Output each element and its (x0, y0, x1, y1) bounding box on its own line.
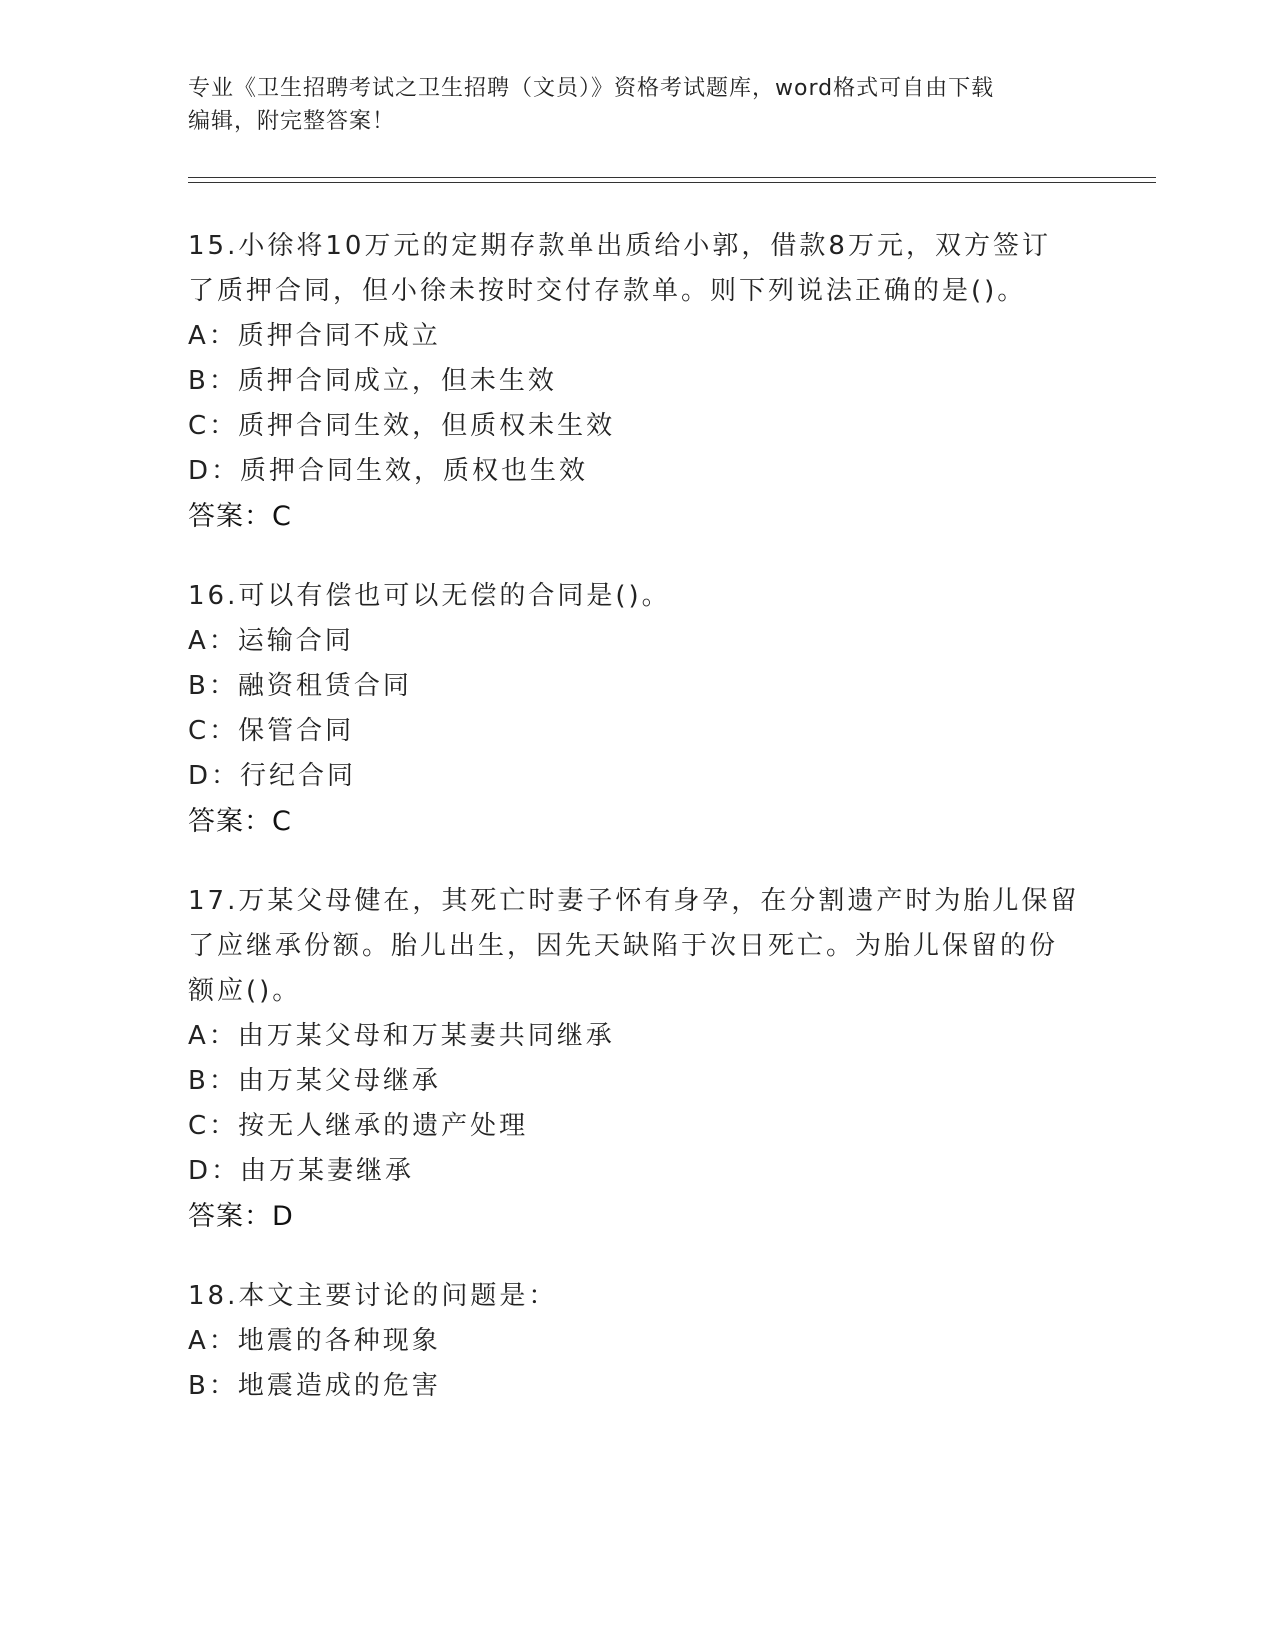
option-b: B：融资租赁合同 (188, 671, 412, 701)
option-a: A：地震的各种现象 (188, 1326, 441, 1356)
header-line-1: 专业《卫生招聘考试之卫生招聘（文员）》资格考试题库，word格式可自由下载 (188, 76, 995, 101)
option-a: A：运输合同 (188, 626, 354, 656)
answer: 答案：C (188, 501, 292, 532)
answer: 答案：D (188, 1201, 294, 1232)
header-line-2: 编辑，附完整答案！ (188, 109, 396, 134)
option-a: A：由万某父母和万某妻共同继承 (188, 1021, 615, 1051)
option-a: A：质押合同不成立 (188, 321, 441, 351)
question-text-line: 17.万某父母健在，其死亡时妻子怀有身孕，在分割遗产时为胎儿保留 (188, 886, 1080, 916)
question-text-line: 16.可以有偿也可以无偿的合同是()。 (188, 581, 671, 611)
question-text-line: 了质押合同，但小徐未按时交付存款单。则下列说法正确的是()。 (188, 276, 1027, 306)
option-c: C：质押合同生效，但质权未生效 (188, 411, 616, 441)
answer: 答案：C (188, 806, 292, 837)
question-16 (188, 574, 1088, 844)
question-18 (188, 1274, 1088, 1409)
question-15 (188, 224, 1088, 539)
option-b: B：由万某父母继承 (188, 1066, 441, 1096)
document-header (188, 72, 1068, 138)
option-c: C：保管合同 (188, 716, 355, 746)
option-b: B：地震造成的危害 (188, 1371, 441, 1401)
question-17 (188, 879, 1088, 1239)
question-text-line: 18.本文主要讨论的问题是： (188, 1281, 558, 1311)
option-d: D：行纪合同 (188, 761, 357, 791)
option-d: D：质押合同生效，质权也生效 (188, 456, 589, 486)
question-text-line: 15.小徐将10万元的定期存款单出质给小郭，借款8万元，双方签订 (188, 231, 1051, 261)
option-c: C：按无人继承的遗产处理 (188, 1111, 529, 1141)
header-divider (188, 177, 1156, 183)
question-text-line: 了应继承份额。胎儿出生，因先天缺陷于次日死亡。为胎儿保留的份 (188, 931, 1059, 961)
option-d: D：由万某妻继承 (188, 1156, 415, 1186)
question-text-line: 额应()。 (188, 976, 302, 1006)
option-b: B：质押合同成立，但未生效 (188, 366, 557, 396)
